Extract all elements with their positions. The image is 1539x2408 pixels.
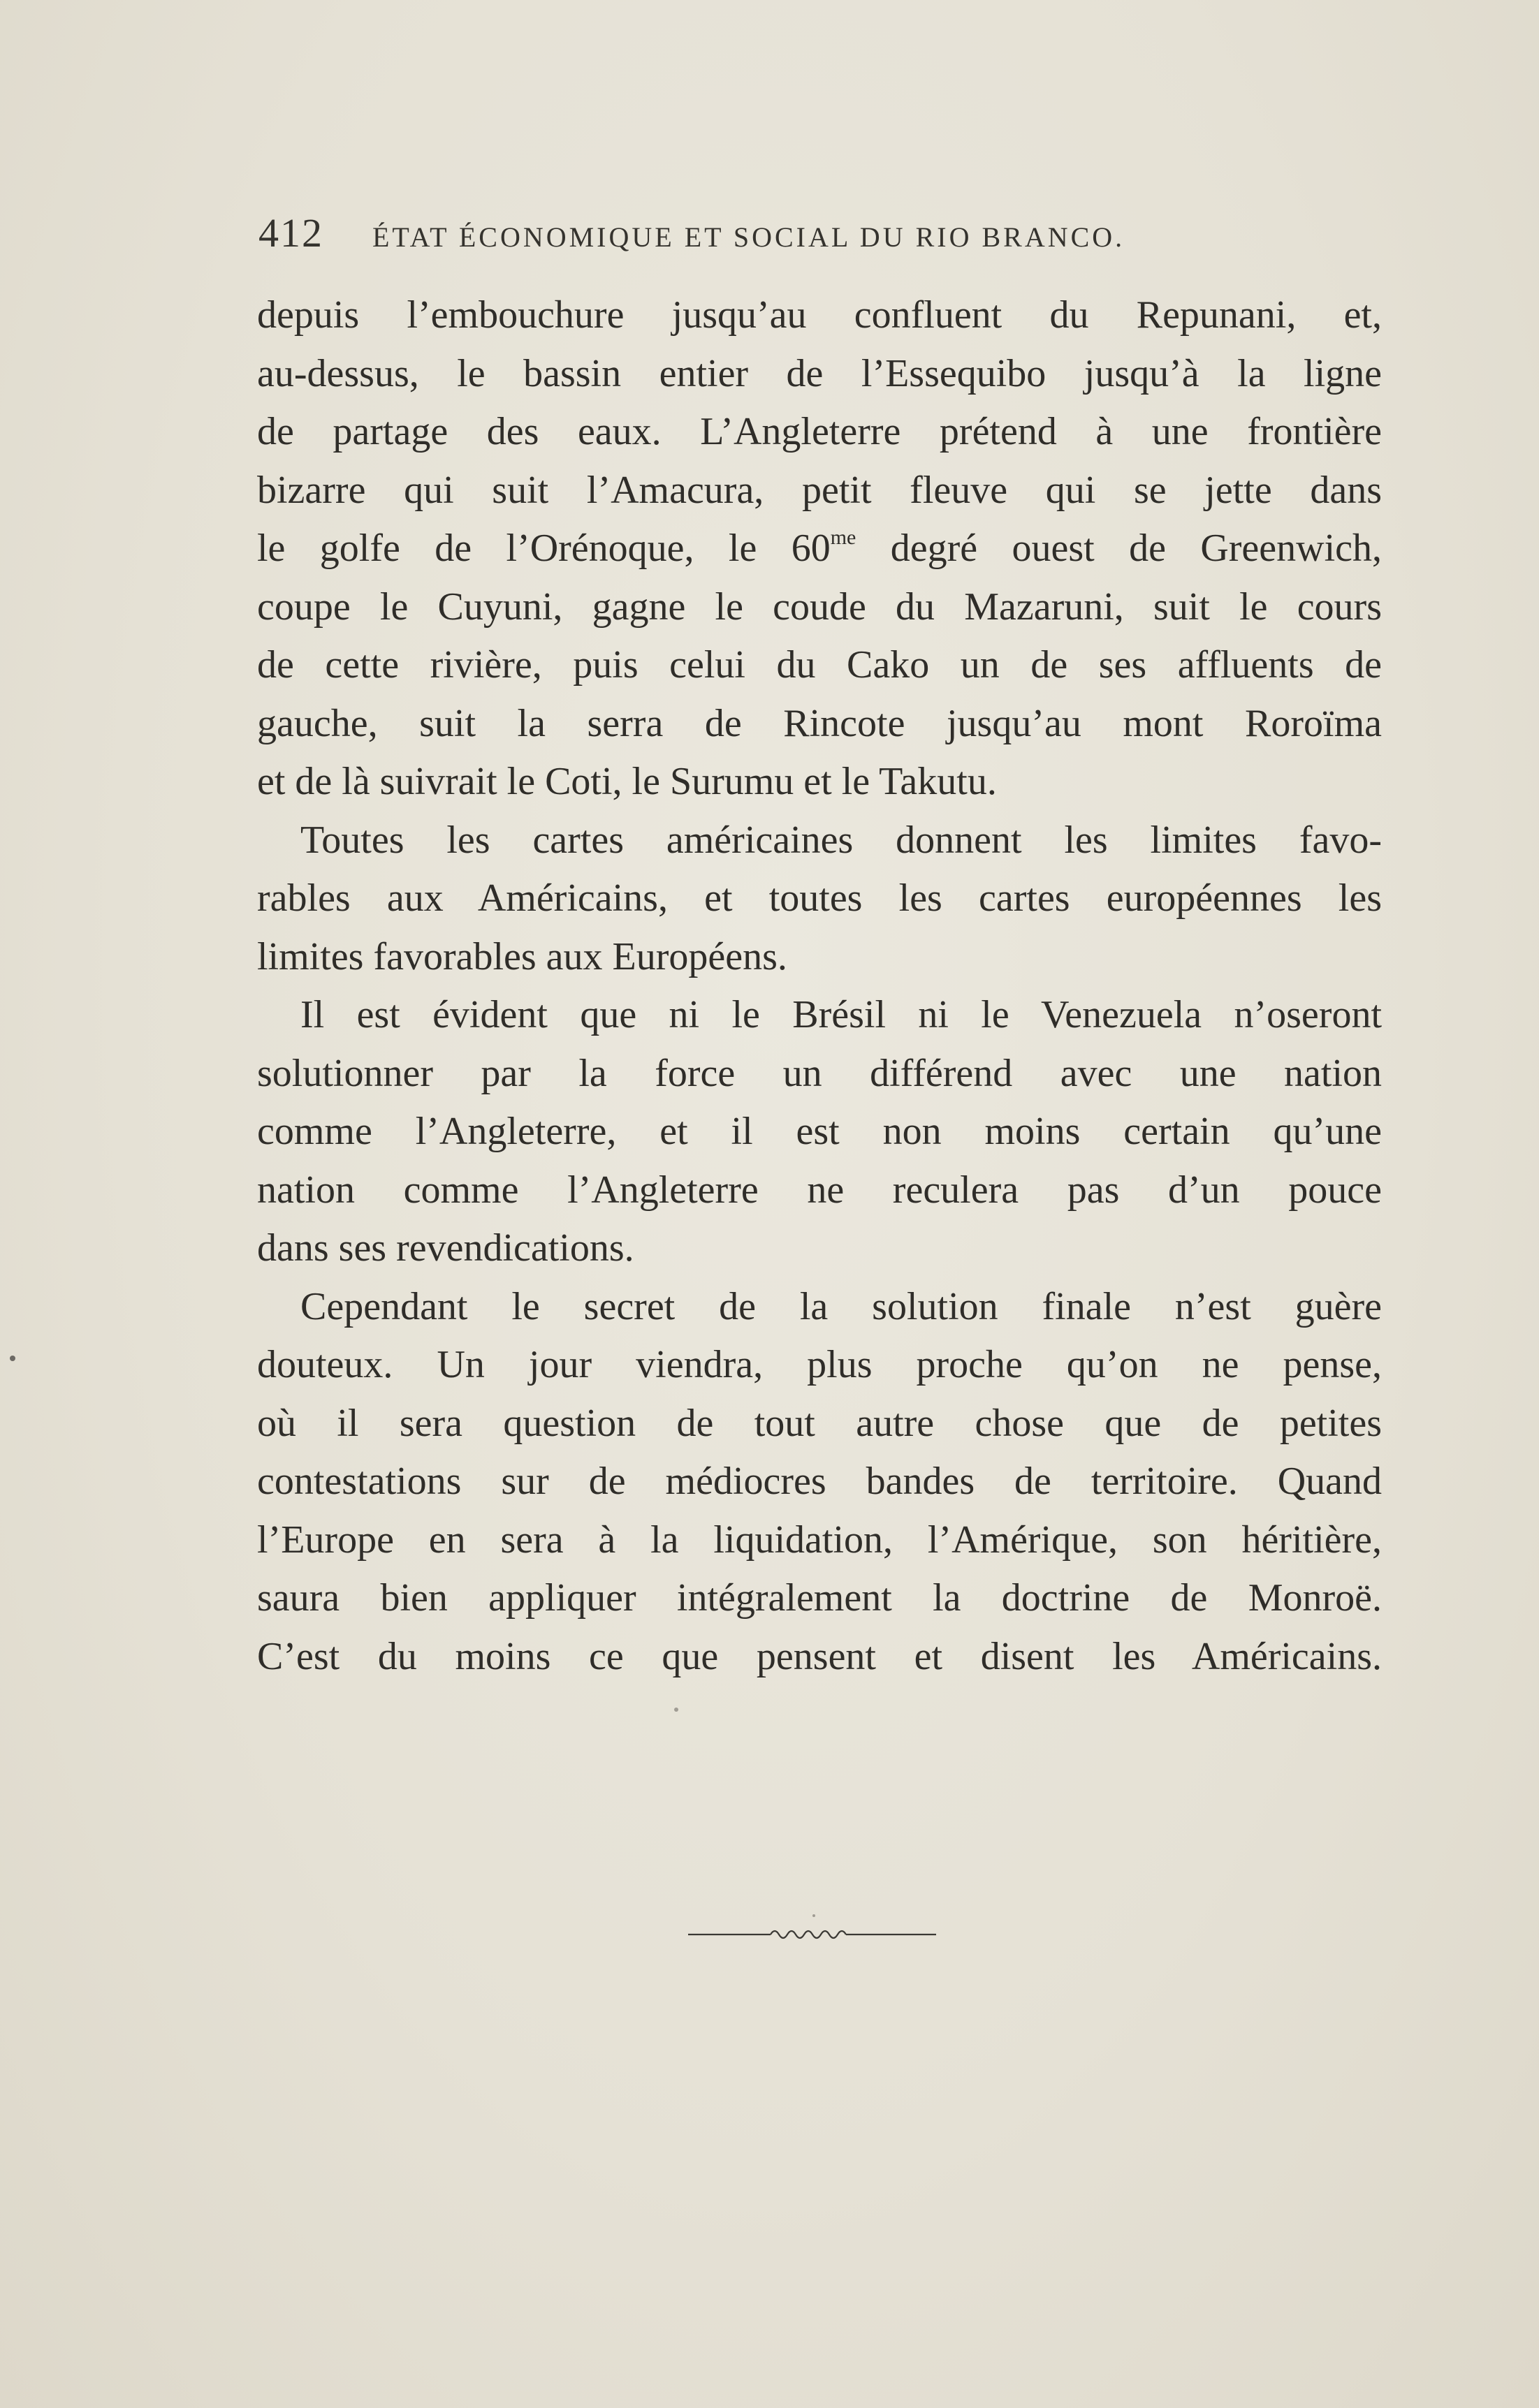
text-line: depuis l’embouchure jusqu’au confluent du Repunani, et, <box>257 293 1382 337</box>
text-line: solutionner par la force un différend avec une nation <box>257 1051 1382 1095</box>
text-line: nation comme l’Angleterre ne reculera pas d’un pouce <box>257 1168 1382 1212</box>
text-line: où il sera question de tout autre chose que de petites <box>257 1401 1382 1445</box>
text-line: rables aux Américains, et toutes les cartes européennes les <box>257 876 1382 920</box>
text-fragment: degré ouest de Greenwich, <box>856 527 1382 570</box>
running-title: ÉTAT ÉCONOMIQUE ET SOCIAL DU RIO BRANCO. <box>372 221 1125 253</box>
text-line: dans ses revendications. <box>257 1226 634 1270</box>
text-fragment: le golfe de l’Orénoque, le 60 <box>257 527 831 570</box>
text-line: Toutes les cartes américaines donnent les limites favo- <box>300 818 1382 862</box>
text-line: limites favorables aux Européens. <box>257 934 787 978</box>
text-line: coupe le Cuyuni, gagne le coude du Mazaruni, suit le cours <box>257 585 1382 629</box>
page-number: 412 <box>258 210 323 256</box>
text-line: et de là suivrait le Coti, le Surumu et le Takutu. <box>257 760 997 803</box>
text-line: Cependant le secret de la solution finale n’est guère <box>300 1284 1382 1328</box>
text-line: contestations sur de médiocres bandes de territoire. Quand <box>257 1460 1382 1503</box>
text-line: saura bien appliquer intégralement la doctrine de Monroë. <box>257 1576 1382 1620</box>
text-line: gauche, suit la serra de Rincote jusqu’au mont Roroïma <box>257 701 1382 745</box>
text-line: C’est du moins ce que pensent et disent les Américains. <box>257 1634 1382 1678</box>
text-line: de partage des eaux. L’Angleterre prétend à une frontière <box>257 410 1382 453</box>
text-line: Il est évident que ni le Brésil ni le Venezuela n’oseront <box>300 993 1382 1036</box>
text-line: l’Europe en sera à la liquidation, l’Amérique, son héritière, <box>257 1518 1382 1562</box>
text-line: douteux. Un jour viendra, plus proche qu’on ne pense, <box>257 1343 1382 1386</box>
text-line: au-dessus, le bassin entier de l’Essequibo jusqu’à la ligne <box>257 351 1382 395</box>
superscript: me <box>830 526 856 549</box>
text-line: de cette rivière, puis celui du Cako un de ses affluents de <box>257 643 1382 687</box>
text-line: comme l’Angleterre, et il est non moins certain qu’une <box>257 1110 1382 1153</box>
text-line: bizarre qui suit l’Amacura, petit fleuve qui se jette dans <box>257 468 1382 512</box>
